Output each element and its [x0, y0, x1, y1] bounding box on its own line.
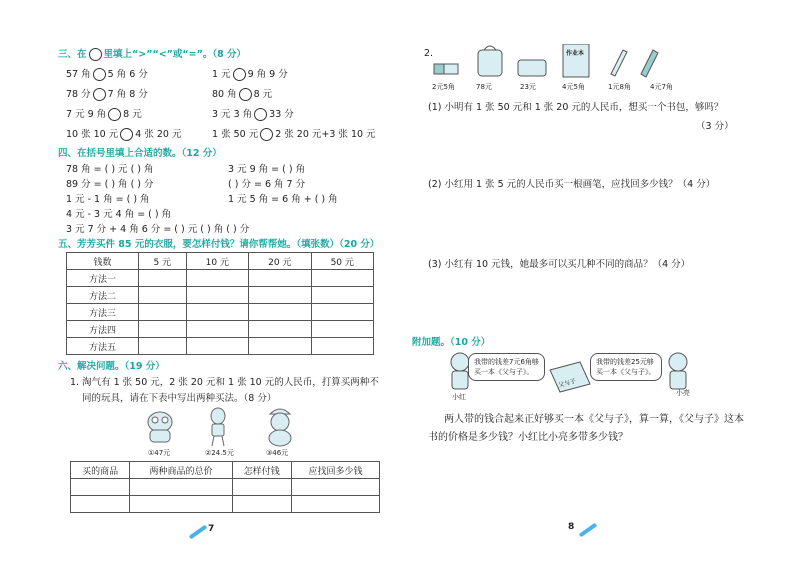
item-price: 4元7角	[650, 83, 673, 91]
section-6-title: 六、解决问题。（19 分）	[58, 361, 165, 372]
book-title: 父与子	[557, 377, 577, 390]
table-row	[67, 304, 374, 321]
payment-header-cell: 10 元	[186, 253, 248, 270]
compare-item	[66, 126, 181, 141]
compare-right-value: 5 角 6 分	[107, 69, 148, 80]
purchase-table	[70, 461, 380, 513]
sub-question-1: (1) 小明有 1 张 50 元和 1 张 20 元的人民币，想买一个书包，够吗？	[428, 102, 724, 113]
answer-cell[interactable]	[138, 304, 186, 321]
method-label: 方法三	[67, 304, 139, 321]
purchase-table-header	[71, 462, 380, 479]
purchase-header-cell: 应找回多少钱	[291, 462, 379, 479]
method-label: 方法四	[67, 321, 139, 338]
answer-circle[interactable]	[108, 108, 121, 121]
sub-question-3: (3) 小红有 10 元钱，她最多可以买几种不同的商品？（4 分）	[428, 259, 691, 270]
speech-bubble-right: 我带的钱差25元够 买一本《父与子》。	[590, 353, 662, 381]
payment-header-cell: 50 元	[311, 253, 374, 270]
fill-item: 78 角 = ( ) 元 ( ) 角	[66, 164, 154, 175]
fill-item: 3 元 9 角 = ( ) 角	[228, 164, 306, 175]
toy-illustrations	[140, 404, 340, 452]
eraser-icon	[434, 64, 458, 74]
compare-item	[212, 66, 288, 81]
pencil-icon-right	[579, 523, 598, 538]
extra-question-title: 附加题。（10 分）	[412, 337, 491, 348]
compare-right-value: 4 张 20 元	[135, 129, 182, 140]
page-number-left: 7	[208, 524, 215, 534]
section-3-title: 三、在 里填上“>”“<”或“=”。（8 分）	[58, 49, 247, 60]
purchase-header-cell: 买的商品	[71, 462, 130, 479]
compare-right-value: 9 角 9 分	[247, 69, 288, 80]
boy-icon	[669, 353, 687, 389]
answer-cell[interactable]	[186, 321, 248, 338]
compare-right-value: 2 张 20 元+3 张 10 元	[275, 129, 376, 140]
extra-question-line2: 书的价格是多少钱？小红比小亮多带多少钱？	[428, 432, 628, 443]
payment-header-cell: 20 元	[249, 253, 311, 270]
fill-item: 4 元 - 3 元 4 角 = ( ) 角	[66, 209, 172, 220]
speech-bubble-left: 我带的钱差7元6角够 买一本《父与子》。	[468, 353, 545, 381]
item-price: 23元	[520, 83, 536, 91]
payment-table-header	[67, 253, 374, 270]
answer-cell[interactable]	[311, 338, 374, 355]
answer-circle[interactable]	[254, 108, 267, 121]
payment-table	[66, 252, 374, 355]
answer-circle[interactable]	[93, 68, 106, 81]
answer-circle[interactable]	[239, 88, 252, 101]
method-label: 方法一	[67, 270, 139, 287]
answer-cell[interactable]	[311, 304, 374, 321]
compare-right-value: 33 分	[269, 109, 294, 120]
toy-3-icon	[269, 409, 291, 446]
answer-cell[interactable]	[311, 321, 374, 338]
compare-item	[212, 126, 376, 141]
item-price: 78元	[476, 83, 492, 91]
question-1-line2: 同的玩具，请在下表中写出两种买法。（8 分）	[82, 393, 277, 404]
compare-left-value: 78 分	[66, 89, 91, 100]
answer-circle[interactable]	[120, 128, 133, 141]
notebook-label: 作业本	[566, 50, 585, 57]
compare-right-value: 8 元	[123, 109, 142, 120]
toy-2-icon	[211, 408, 225, 446]
answer-cell[interactable]	[311, 270, 374, 287]
toy-1-icon	[148, 412, 172, 442]
pencil-case-icon	[518, 60, 546, 76]
pencil-icon-item	[611, 50, 627, 76]
compare-left-value: 1 元	[212, 69, 231, 80]
fill-item: 3 元 7 分 + 4 角 6 分 = ( ) 元 ( ) 角 ( ) 分	[66, 224, 250, 235]
item-price: 2元5角	[432, 83, 455, 91]
purchase-header-cell: 两种商品的总价	[130, 462, 232, 479]
answer-cell[interactable]	[249, 338, 311, 355]
answer-cell[interactable]	[249, 287, 311, 304]
question-1-line1: 1. 淘气有 1 张 50 元，2 张 20 元和 1 张 10 元的人民币，打算买两种不	[70, 377, 379, 388]
compare-item	[66, 106, 142, 121]
table-row	[67, 287, 374, 304]
compare-left-value: 3 元 3 角	[212, 109, 253, 120]
compare-item	[66, 86, 148, 101]
girl-icon	[451, 353, 469, 389]
table-row	[67, 270, 374, 287]
table-row	[67, 338, 374, 355]
circle-icon	[89, 48, 102, 61]
pencil-icon	[189, 525, 208, 540]
compare-left-value: 7 元 9 角	[66, 109, 107, 120]
answer-circle[interactable]	[233, 68, 246, 81]
sub-question-2: (2) 小红用 1 张 5 元的人民币买一根画笔，应找回多少钱？（4 分）	[428, 179, 716, 190]
stationery-illustrations	[428, 44, 668, 80]
answer-cell[interactable]	[138, 338, 186, 355]
table-row	[71, 479, 380, 496]
purchase-header-cell: 怎样付钱	[232, 462, 291, 479]
compare-right-value: 8 元	[253, 89, 273, 100]
compare-left-value: 10 张 10 元	[66, 129, 119, 140]
toy-2-price: ②24.5元	[205, 449, 234, 457]
answer-circle[interactable]	[93, 88, 106, 101]
answer-cell[interactable]	[311, 287, 374, 304]
table-row	[71, 496, 380, 513]
answer-cell[interactable]	[138, 321, 186, 338]
compare-left-value: 80 角	[212, 89, 237, 100]
question-2-number: 2.	[424, 48, 434, 59]
answer-cell[interactable]	[249, 304, 311, 321]
item-price: 4元5角	[562, 83, 585, 91]
table-row	[67, 321, 374, 338]
answer-cell[interactable]	[186, 338, 248, 355]
sub-question-1-points: （3 分）	[696, 121, 734, 132]
answer-cell[interactable]	[138, 287, 186, 304]
toy-3-price: ③46元	[266, 449, 289, 457]
payment-header-cell: 5 元	[138, 253, 186, 270]
fill-item: 89 分 = ( ) 角 ( ) 分	[66, 179, 154, 190]
compare-left-value: 57 角	[66, 69, 91, 80]
section-5-title: 五、芳芳买件 85 元的衣服，要怎样付钱？请你帮帮她。（填张数）（20 分）	[58, 239, 380, 250]
answer-cell[interactable]	[186, 287, 248, 304]
fill-item: 1 元 - 1 角 = ( ) 角	[66, 194, 150, 205]
answer-cell[interactable]	[186, 304, 248, 321]
boy-name: 小亮	[676, 389, 690, 397]
answer-cell[interactable]	[249, 321, 311, 338]
compare-item	[212, 86, 272, 101]
compare-right-value: 7 角 8 分	[107, 89, 148, 100]
answer-cell[interactable]	[138, 270, 186, 287]
answer-cell[interactable]	[186, 270, 248, 287]
item-price: 1元8角	[608, 83, 631, 91]
fill-item: ( ) 分 = 6 角 7 分	[228, 179, 306, 190]
answer-circle[interactable]	[260, 128, 273, 141]
page-number-right: 8	[568, 522, 575, 532]
extra-question-line1: 两人带的钱合起来正好够买一本《父与子》，算一算，《父与子》这本	[444, 414, 744, 425]
compare-item	[66, 66, 148, 81]
method-label: 方法五	[67, 338, 139, 355]
payment-header-cell: 钱数	[67, 253, 139, 270]
answer-cell[interactable]	[249, 270, 311, 287]
marker-icon	[641, 50, 658, 77]
toy-1-price: ①47元	[148, 449, 171, 457]
girl-name: 小红	[452, 393, 466, 401]
method-label: 方法二	[67, 287, 139, 304]
fill-item: 1 元 5 角 = 6 角 + ( ) 角	[228, 194, 338, 205]
compare-left-value: 1 张 50 元	[212, 129, 259, 140]
compare-item	[212, 106, 294, 121]
schoolbag-icon	[478, 46, 502, 76]
section-4-title: 四、在括号里填上合适的数。（12 分）	[58, 148, 222, 159]
